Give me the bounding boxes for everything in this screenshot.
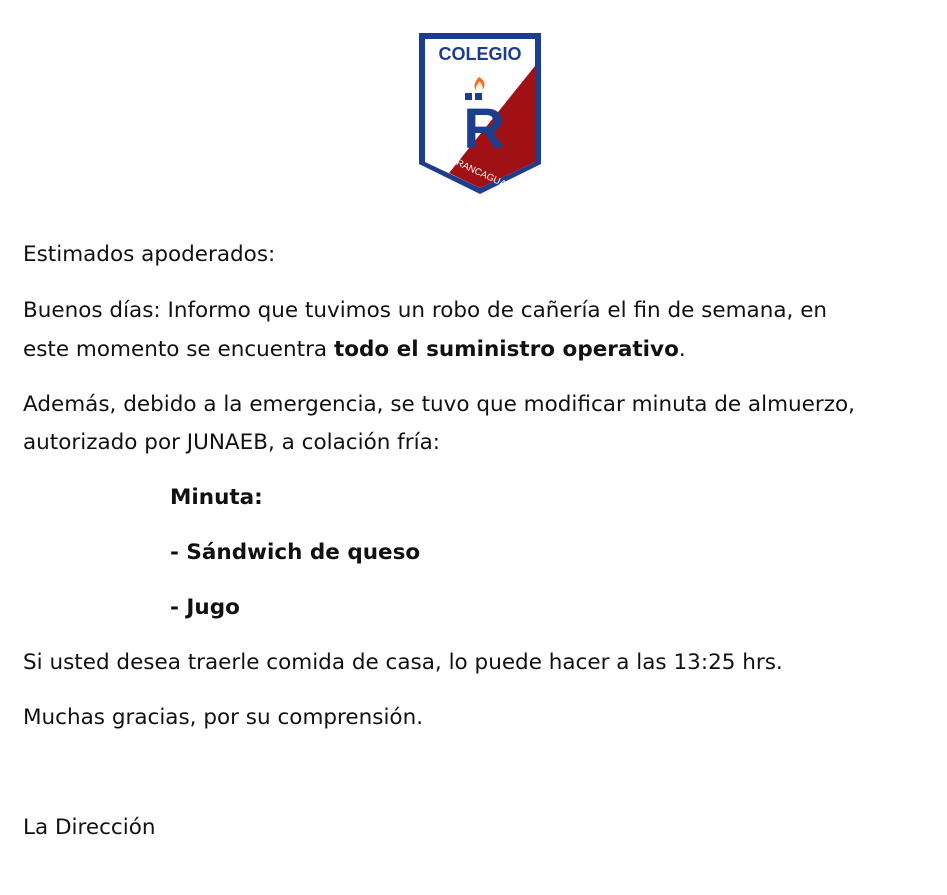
menu-item: - Sándwich de queso xyxy=(170,540,421,565)
paragraph-1-line-2 xyxy=(23,330,938,370)
paragraph-1-line-2-prefix: este momento se encuentra xyxy=(23,337,334,362)
menu-title: Minuta: xyxy=(170,485,263,510)
logo-top-text: COLEGIO xyxy=(438,44,522,64)
school-logo xyxy=(416,30,545,198)
logo-bottom-text: RANCAGUA xyxy=(454,157,508,191)
paragraph-2-line-1: Además, debido a la emergencia, se tuvo que modificar minuta de almuerzo, xyxy=(23,392,855,417)
paragraph-1-line-1: Buenos días: Informo que tuvimos un robo de cañería el fin de semana, en xyxy=(23,298,828,323)
paragraph-1-line-2-suffix: . xyxy=(678,337,686,362)
greeting: Estimados apoderados: xyxy=(23,242,276,267)
menu-item: - Jugo xyxy=(170,595,240,620)
paragraph-3: Si usted desea traerle comida de casa, lo puede hacer a las 13:25 hrs. xyxy=(23,650,783,675)
closing: Muchas gracias, por su comprensión. xyxy=(23,705,424,730)
paragraph-1-line-2-bold: todo el suministro operativo xyxy=(333,337,679,362)
signature: La Dirección xyxy=(23,815,156,840)
logo-letter: R xyxy=(463,97,505,161)
school-crest-icon xyxy=(416,30,545,198)
paragraph-2-line-2: autorizado por JUNAEB, a colación fría: xyxy=(23,430,440,455)
